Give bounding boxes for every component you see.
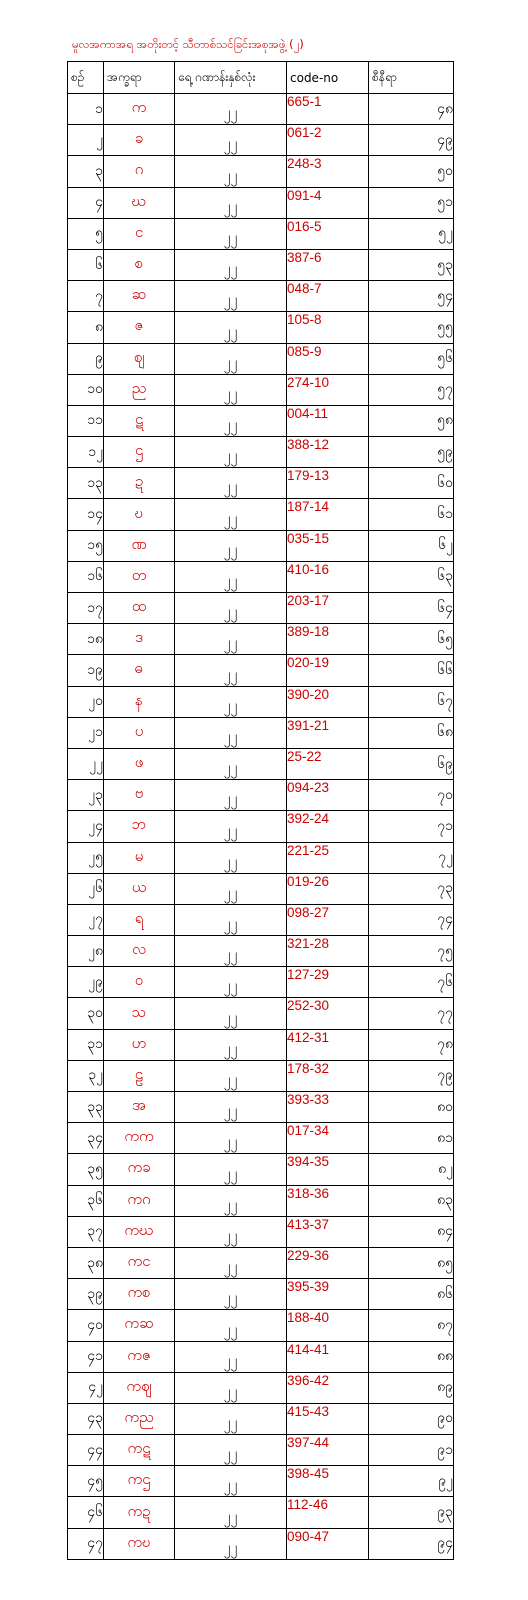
- code-cell: 395-39: [287, 1279, 369, 1310]
- table-row: [68, 374, 454, 405]
- count-cell: ၂၂: [175, 904, 287, 935]
- letter-cell: ခ: [104, 125, 175, 156]
- serial-cell: ၄၄: [68, 1435, 104, 1466]
- letter-cell: ည: [104, 374, 175, 405]
- serial-cell: ၂၅: [68, 842, 104, 873]
- row-number-cell: ၈၀: [369, 1092, 454, 1123]
- letter-cell: ရ: [104, 904, 175, 935]
- code-cell: 020-19: [287, 655, 369, 686]
- code-cell: 019-26: [287, 873, 369, 904]
- serial-cell: ၁၃: [68, 468, 104, 499]
- count-cell: ၂၂: [175, 593, 287, 624]
- serial-cell: ၄၂: [68, 1372, 104, 1403]
- code-cell: 221-25: [287, 842, 369, 873]
- serial-cell: ၈: [68, 312, 104, 343]
- table-row: [68, 218, 454, 249]
- count-cell: ၂၂: [175, 530, 287, 561]
- code-cell: 188-40: [287, 1310, 369, 1341]
- letter-cell: ကဆ: [104, 1310, 175, 1341]
- table-row: [68, 1372, 454, 1403]
- letter-cell: ဟ: [104, 1029, 175, 1060]
- code-cell: 016-5: [287, 218, 369, 249]
- serial-cell: ၂: [68, 125, 104, 156]
- row-number-cell: ၈၃: [369, 1185, 454, 1216]
- serial-cell: ၃၄: [68, 1123, 104, 1154]
- letter-cell: ကစ: [104, 1279, 175, 1310]
- count-cell: ၂၂: [175, 1372, 287, 1403]
- row-number-cell: ၆၉: [369, 748, 454, 779]
- serial-cell: ၃၇: [68, 1216, 104, 1247]
- table-row: [68, 904, 454, 935]
- table-row: [68, 1185, 454, 1216]
- count-cell: ၂၂: [175, 374, 287, 405]
- letter-cell: န: [104, 686, 175, 717]
- row-number-cell: ၆၇: [369, 686, 454, 717]
- row-number-cell: ၆၅: [369, 624, 454, 655]
- row-number-cell: ၉၀: [369, 1403, 454, 1434]
- letter-cell: က: [104, 94, 175, 125]
- letter-cell: ဃ: [104, 187, 175, 218]
- count-cell: ၂၂: [175, 249, 287, 280]
- row-number-cell: ၇၃: [369, 873, 454, 904]
- letter-cell: စ: [104, 249, 175, 280]
- code-cell: 321-28: [287, 936, 369, 967]
- table-row: [68, 1310, 454, 1341]
- row-number-cell: ၇၀: [369, 780, 454, 811]
- letter-cell: ကဃ: [104, 1216, 175, 1247]
- serial-cell: ၁၀: [68, 374, 104, 405]
- serial-cell: ၄၅: [68, 1466, 104, 1497]
- serial-cell: ၁၉: [68, 655, 104, 686]
- table-row: [68, 187, 454, 218]
- serial-cell: ၂၂: [68, 748, 104, 779]
- letter-cell: ထ: [104, 593, 175, 624]
- table-row: [68, 1279, 454, 1310]
- row-number-cell: ၇၇: [369, 998, 454, 1029]
- table-row: [68, 1216, 454, 1247]
- table-row: [68, 1435, 454, 1466]
- code-cell: 410-16: [287, 561, 369, 592]
- code-cell: 004-11: [287, 405, 369, 436]
- count-cell: ၂၂: [175, 686, 287, 717]
- code-cell: 061-2: [287, 125, 369, 156]
- count-cell: ၂၂: [175, 94, 287, 125]
- serial-cell: ၁၂: [68, 437, 104, 468]
- count-cell: ၂၂: [175, 561, 287, 592]
- code-cell: 396-42: [287, 1372, 369, 1403]
- count-cell: ၂၂: [175, 842, 287, 873]
- code-cell: 397-44: [287, 1435, 369, 1466]
- code-cell: 187-14: [287, 499, 369, 530]
- count-cell: ၂၂: [175, 281, 287, 312]
- count-cell: ၂၂: [175, 499, 287, 530]
- count-cell: ၂၂: [175, 998, 287, 1029]
- count-cell: ၂၂: [175, 343, 287, 374]
- table-row: [68, 1029, 454, 1060]
- code-cell: 203-17: [287, 593, 369, 624]
- serial-cell: ၃၂: [68, 1060, 104, 1091]
- count-cell: ၂၂: [175, 218, 287, 249]
- letter-cell: ကဍ: [104, 1497, 175, 1528]
- code-table: [67, 61, 454, 1560]
- serial-cell: ၂၆: [68, 873, 104, 904]
- code-cell: 017-34: [287, 1123, 369, 1154]
- code-cell: 388-12: [287, 437, 369, 468]
- row-number-cell: ၅၆: [369, 343, 454, 374]
- table-row: [68, 249, 454, 280]
- count-cell: ၂၂: [175, 405, 287, 436]
- row-number-cell: ၉၁: [369, 1435, 454, 1466]
- letter-cell: ကဎ: [104, 1528, 175, 1559]
- letter-cell: ဘ: [104, 811, 175, 842]
- row-number-cell: ၇၅: [369, 936, 454, 967]
- serial-cell: ၃၆: [68, 1185, 104, 1216]
- letter-cell: ဈ: [104, 343, 175, 374]
- letter-cell: ကည: [104, 1403, 175, 1434]
- code-cell: 665-1: [287, 94, 369, 125]
- code-cell: 112-46: [287, 1497, 369, 1528]
- serial-cell: ၂၉: [68, 967, 104, 998]
- letter-cell: ဗ: [104, 780, 175, 811]
- count-cell: ၂၂: [175, 1466, 287, 1497]
- table-row: [68, 468, 454, 499]
- row-number-cell: ၆၄: [369, 593, 454, 624]
- table-row: [68, 94, 454, 125]
- table-row: [68, 405, 454, 436]
- count-cell: ၂၂: [175, 468, 287, 499]
- row-number-cell: ၈၈: [369, 1341, 454, 1372]
- row-number-cell: ၅၈: [369, 405, 454, 436]
- serial-cell: ၂၇: [68, 904, 104, 935]
- letter-cell: ယ: [104, 873, 175, 904]
- letter-cell: တ: [104, 561, 175, 592]
- table-row: [68, 811, 454, 842]
- row-number-cell: ၈၅: [369, 1247, 454, 1278]
- header-code: code-no: [287, 62, 369, 94]
- serial-cell: ၁: [68, 94, 104, 125]
- count-cell: ၂၂: [175, 873, 287, 904]
- count-cell: ၂၂: [175, 125, 287, 156]
- code-cell: 387-6: [287, 249, 369, 280]
- code-cell: 252-30: [287, 998, 369, 1029]
- row-number-cell: ၅၄: [369, 281, 454, 312]
- code-cell: 229-36: [287, 1247, 369, 1278]
- letter-cell: ဋ: [104, 405, 175, 436]
- serial-cell: ၂၄: [68, 811, 104, 842]
- count-cell: ၂၂: [175, 655, 287, 686]
- serial-cell: ၂၃: [68, 780, 104, 811]
- count-cell: ၂၂: [175, 312, 287, 343]
- count-cell: ၂၂: [175, 1247, 287, 1278]
- table-row: [68, 281, 454, 312]
- serial-cell: ၄၇: [68, 1528, 104, 1559]
- table-row: [68, 1466, 454, 1497]
- table-row: [68, 842, 454, 873]
- count-cell: ၂၂: [175, 1528, 287, 1559]
- code-cell: 127-29: [287, 967, 369, 998]
- count-cell: ၂၂: [175, 1154, 287, 1185]
- row-number-cell: ၈၆: [369, 1279, 454, 1310]
- row-number-cell: ၅၉: [369, 437, 454, 468]
- header-letter: အက္ခရာ: [104, 62, 175, 94]
- code-cell: 394-35: [287, 1154, 369, 1185]
- count-cell: ၂၂: [175, 1497, 287, 1528]
- serial-cell: ၇: [68, 281, 104, 312]
- serial-cell: ၃: [68, 156, 104, 187]
- table-body: [68, 94, 454, 1560]
- table-row: [68, 1154, 454, 1185]
- letter-cell: ကဇ: [104, 1341, 175, 1372]
- letter-cell: ဇ: [104, 312, 175, 343]
- code-cell: 248-3: [287, 156, 369, 187]
- letter-cell: လ: [104, 936, 175, 967]
- letter-cell: သ: [104, 998, 175, 1029]
- count-cell: ၂၂: [175, 156, 287, 187]
- header-row-number: စီနီရာ: [369, 62, 454, 94]
- count-cell: ၂၂: [175, 717, 287, 748]
- count-cell: ၂၂: [175, 1435, 287, 1466]
- count-cell: ၂၂: [175, 624, 287, 655]
- table-row: [68, 655, 454, 686]
- letter-cell: ဠ: [104, 1060, 175, 1091]
- table-row: [68, 780, 454, 811]
- table-row: [68, 1403, 454, 1434]
- row-number-cell: ၉၂: [369, 1466, 454, 1497]
- code-cell: 178-32: [287, 1060, 369, 1091]
- count-cell: ၂၂: [175, 1216, 287, 1247]
- count-cell: ၂၂: [175, 1279, 287, 1310]
- table-row: [68, 936, 454, 967]
- code-cell: 094-23: [287, 780, 369, 811]
- code-cell: 413-37: [287, 1216, 369, 1247]
- row-number-cell: ၆၈: [369, 717, 454, 748]
- header-row: [68, 62, 454, 94]
- serial-cell: ၃၈: [68, 1247, 104, 1278]
- count-cell: ၂၂: [175, 1029, 287, 1060]
- letter-cell: ကဂ: [104, 1185, 175, 1216]
- count-cell: ၂၂: [175, 1092, 287, 1123]
- table-row: [68, 748, 454, 779]
- row-number-cell: ၇၄: [369, 904, 454, 935]
- row-number-cell: ၈၇: [369, 1310, 454, 1341]
- count-cell: ၂၂: [175, 780, 287, 811]
- table-row: [68, 998, 454, 1029]
- row-number-cell: ၆၆: [369, 655, 454, 686]
- letter-cell: ဒ: [104, 624, 175, 655]
- table-row: [68, 1341, 454, 1372]
- table-row: [68, 1247, 454, 1278]
- letter-cell: ဍ: [104, 468, 175, 499]
- table-row: [68, 593, 454, 624]
- serial-cell: ၃၁: [68, 1029, 104, 1060]
- code-cell: 048-7: [287, 281, 369, 312]
- table-row: [68, 156, 454, 187]
- code-cell: 414-41: [287, 1341, 369, 1372]
- row-number-cell: ၇၆: [369, 967, 454, 998]
- table-row: [68, 125, 454, 156]
- letter-cell: ဓ: [104, 655, 175, 686]
- serial-cell: ၂၁: [68, 717, 104, 748]
- row-number-cell: ၆၀: [369, 468, 454, 499]
- serial-cell: ၁၄: [68, 499, 104, 530]
- table-row: [68, 312, 454, 343]
- table-row: [68, 717, 454, 748]
- count-cell: ၂၂: [175, 1403, 287, 1434]
- letter-cell: ကဋ: [104, 1435, 175, 1466]
- row-number-cell: ၆၂: [369, 530, 454, 561]
- serial-cell: ၁၅: [68, 530, 104, 561]
- code-cell: 105-8: [287, 312, 369, 343]
- row-number-cell: ၈၂: [369, 1154, 454, 1185]
- letter-cell: ဆ: [104, 281, 175, 312]
- table-row: [68, 1497, 454, 1528]
- count-cell: ၂၂: [175, 748, 287, 779]
- table-row: [68, 499, 454, 530]
- table-row: [68, 530, 454, 561]
- count-cell: ၂၂: [175, 1341, 287, 1372]
- letter-cell: ကဌ: [104, 1466, 175, 1497]
- count-cell: ၂၂: [175, 437, 287, 468]
- serial-cell: ၄၀: [68, 1310, 104, 1341]
- row-number-cell: ၇၁: [369, 811, 454, 842]
- table-row: [68, 561, 454, 592]
- code-cell: 090-47: [287, 1528, 369, 1559]
- code-cell: 393-33: [287, 1092, 369, 1123]
- letter-cell: ကက: [104, 1123, 175, 1154]
- code-cell: 389-18: [287, 624, 369, 655]
- letter-cell: ဏ: [104, 530, 175, 561]
- count-cell: ၂၂: [175, 811, 287, 842]
- count-cell: ၂၂: [175, 187, 287, 218]
- letter-cell: ဎ: [104, 499, 175, 530]
- serial-cell: ၁၈: [68, 624, 104, 655]
- row-number-cell: ၆၁: [369, 499, 454, 530]
- letter-cell: ကခ: [104, 1154, 175, 1185]
- serial-cell: ၃၉: [68, 1279, 104, 1310]
- row-number-cell: ၅၅: [369, 312, 454, 343]
- count-cell: ၂၂: [175, 936, 287, 967]
- table-row: [68, 1123, 454, 1154]
- serial-cell: ၄၃: [68, 1403, 104, 1434]
- code-cell: 179-13: [287, 468, 369, 499]
- code-cell: 398-45: [287, 1466, 369, 1497]
- serial-cell: ၂၀: [68, 686, 104, 717]
- letter-cell: အ: [104, 1092, 175, 1123]
- code-cell: 091-4: [287, 187, 369, 218]
- row-number-cell: ၄၉: [369, 125, 454, 156]
- code-cell: 392-24: [287, 811, 369, 842]
- row-number-cell: ၈၁: [369, 1123, 454, 1154]
- letter-cell: ဂ: [104, 156, 175, 187]
- letter-cell: ဝ: [104, 967, 175, 998]
- letter-cell: ဖ: [104, 748, 175, 779]
- row-number-cell: ၅၂: [369, 218, 454, 249]
- serial-cell: ၄: [68, 187, 104, 218]
- code-cell: 035-15: [287, 530, 369, 561]
- count-cell: ၂၂: [175, 1123, 287, 1154]
- serial-cell: ၁၁: [68, 405, 104, 436]
- serial-cell: ၃၃: [68, 1092, 104, 1123]
- row-number-cell: ၅၇: [369, 374, 454, 405]
- serial-cell: ၃၀: [68, 998, 104, 1029]
- serial-cell: ၄၁: [68, 1341, 104, 1372]
- table-row: [68, 686, 454, 717]
- serial-cell: ၁၇: [68, 593, 104, 624]
- header-count: ရေ့ ဂဏာန်းနှစ်လုံး: [175, 62, 287, 94]
- table-row: [68, 1060, 454, 1091]
- row-number-cell: ၇၈: [369, 1029, 454, 1060]
- serial-cell: ၄၆: [68, 1497, 104, 1528]
- code-cell: 098-27: [287, 904, 369, 935]
- serial-cell: ၉: [68, 343, 104, 374]
- serial-cell: ၁၆: [68, 561, 104, 592]
- letter-cell: ကင: [104, 1247, 175, 1278]
- header-serial: စဉ်: [68, 62, 104, 94]
- count-cell: ၂၂: [175, 1060, 287, 1091]
- row-number-cell: ၉၃: [369, 1497, 454, 1528]
- code-cell: 390-20: [287, 686, 369, 717]
- serial-cell: ၂၈: [68, 936, 104, 967]
- page-title: မူလအကာအရ အတိုးတင့် သီတာစ်သင်ခြင်းအစုအဖွဲ့ (၂): [72, 37, 304, 51]
- table-row: [68, 1528, 454, 1559]
- row-number-cell: ၈၉: [369, 1372, 454, 1403]
- row-number-cell: ၅၀: [369, 156, 454, 187]
- count-cell: ၂၂: [175, 967, 287, 998]
- row-number-cell: ၈၄: [369, 1216, 454, 1247]
- serial-cell: ၆: [68, 249, 104, 280]
- code-cell: 274-10: [287, 374, 369, 405]
- table-row: [68, 1092, 454, 1123]
- letter-cell: မ: [104, 842, 175, 873]
- count-cell: ၂၂: [175, 1310, 287, 1341]
- count-cell: ၂၂: [175, 1185, 287, 1216]
- code-cell: 318-36: [287, 1185, 369, 1216]
- table-row: [68, 624, 454, 655]
- row-number-cell: ၉၄: [369, 1528, 454, 1559]
- row-number-cell: ၄၈: [369, 94, 454, 125]
- code-cell: 391-21: [287, 717, 369, 748]
- row-number-cell: ၅၃: [369, 249, 454, 280]
- letter-cell: ဌ: [104, 437, 175, 468]
- code-cell: 25-22: [287, 748, 369, 779]
- serial-cell: ၃၅: [68, 1154, 104, 1185]
- letter-cell: ကဈ: [104, 1372, 175, 1403]
- row-number-cell: ၇၉: [369, 1060, 454, 1091]
- row-number-cell: ၅၁: [369, 187, 454, 218]
- letter-cell: ပ: [104, 717, 175, 748]
- code-cell: 085-9: [287, 343, 369, 374]
- row-number-cell: ၆၃: [369, 561, 454, 592]
- code-cell: 415-43: [287, 1403, 369, 1434]
- table-row: [68, 343, 454, 374]
- table-row: [68, 967, 454, 998]
- serial-cell: ၅: [68, 218, 104, 249]
- letter-cell: င: [104, 218, 175, 249]
- table-row: [68, 873, 454, 904]
- code-cell: 412-31: [287, 1029, 369, 1060]
- row-number-cell: ၇၂: [369, 842, 454, 873]
- table-row: [68, 437, 454, 468]
